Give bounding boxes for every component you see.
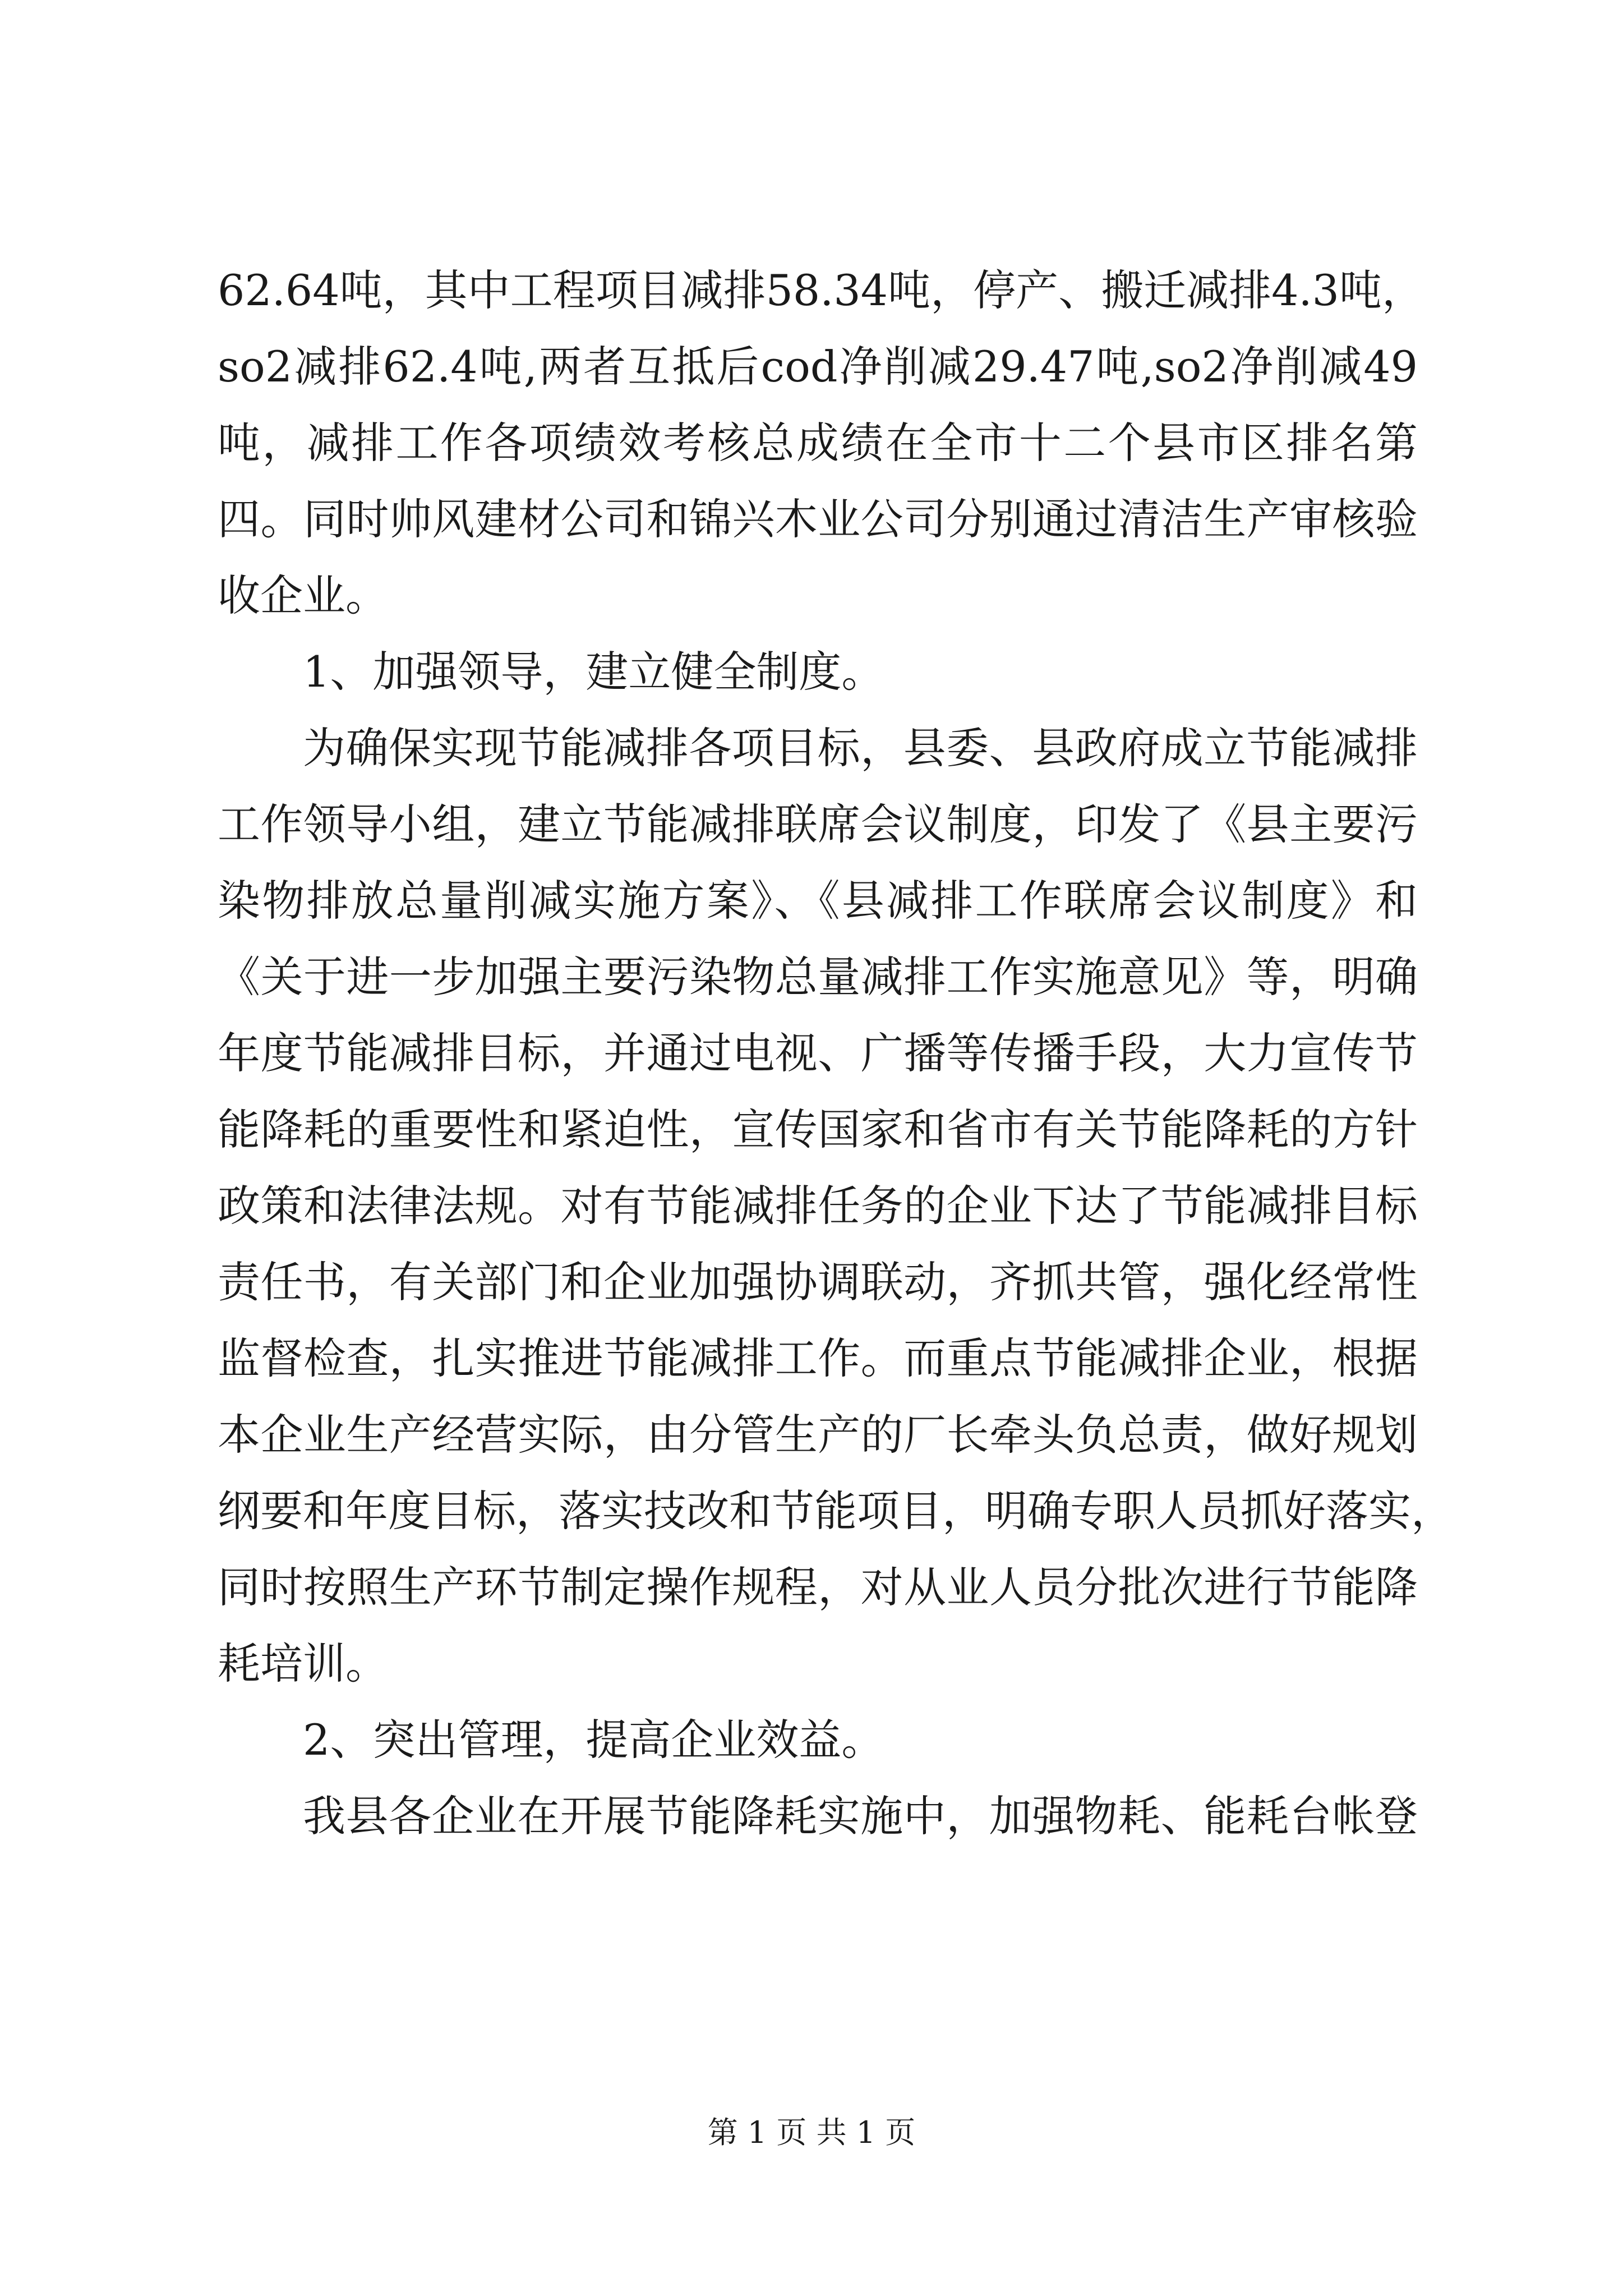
paragraph-line: 监督检查，扎实推进节能减排工作。而重点节能减排企业，根据 <box>218 1333 1418 1383</box>
document-body <box>218 252 1454 1855</box>
paragraph-line: 耗培训。 <box>218 1639 388 1688</box>
paragraph-line: 收企业。 <box>218 570 388 620</box>
paragraph-line: 能降耗的重要性和紧迫性，宣传国家和省市有关节能降耗的方针 <box>218 1105 1418 1154</box>
paragraph-line: 工作领导小组，建立节能减排联席会议制度，印发了《县主要污 <box>218 799 1418 849</box>
paragraph-line: so2减排62.4吨,两者互抵后cod净削减29.47吨,so2净削减49 <box>218 342 1418 392</box>
paragraph-line: 染物排放总量削减实施方案》、《县减排工作联席会议制度》和 <box>218 876 1418 926</box>
paragraph-line: 我县各企业在开展节能降耗实施中，加强物耗、能耗台帐登 <box>303 1791 1418 1841</box>
paragraph-line: 纲要和年度目标，落实技改和节能项目，明确专职人员抓好落实， <box>218 1486 1454 1536</box>
paragraph-line: 政策和法律法规。对有节能减排任务的企业下达了节能减排目标 <box>218 1181 1418 1231</box>
paragraph-line: 《关于进一步加强主要污染物总量减排工作实施意见》等，明确 <box>218 952 1418 1002</box>
section-heading: 1、加强领导，建立健全制度。 <box>303 647 884 697</box>
page-footer: 第 1 页 共 1 页 <box>707 2115 916 2150</box>
paragraph-line: 为确保实现节能减排各项目标，县委、县政府成立节能减排 <box>303 723 1418 773</box>
paragraph-line: 本企业生产经营实际，由分管生产的厂长牵头负总责，做好规划 <box>218 1410 1418 1460</box>
paragraph-line: 同时按照生产环节制定操作规程，对从业人员分批次进行节能降 <box>218 1562 1418 1612</box>
paragraph-line: 责任书，有关部门和企业加强协调联动，齐抓共管，强化经常性 <box>218 1257 1418 1307</box>
paragraph-line: 62.64吨，其中工程项目减排58.34吨，停产、搬迁减排4.3吨， <box>218 265 1425 315</box>
paragraph-line: 四。同时帅风建材公司和锦兴木业公司分别通过清洁生产审核验 <box>218 494 1418 544</box>
paragraph-line: 吨，减排工作各项绩效考核总成绩在全市十二个县市区排名第 <box>218 418 1418 468</box>
paragraph-line: 年度节能减排目标，并通过电视、广播等传播手段，大力宣传节 <box>218 1028 1418 1078</box>
section-heading: 2、突出管理，提高企业效益。 <box>303 1715 884 1765</box>
